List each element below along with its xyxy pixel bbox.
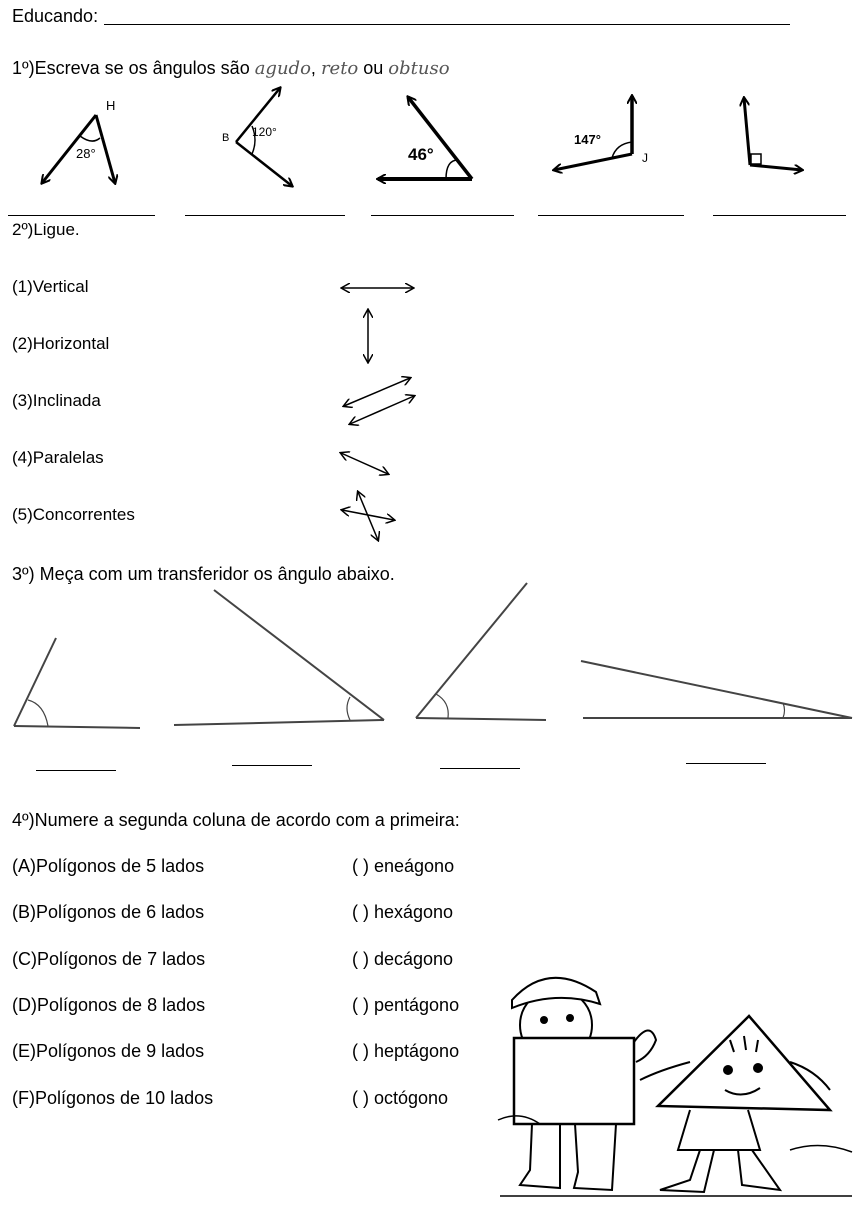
q3-answer-line-1[interactable] [36, 770, 116, 771]
measure-angle-4 [581, 661, 852, 718]
word-reto: reto [320, 58, 359, 79]
q1-answer-line-4[interactable] [538, 215, 684, 216]
q1-comma: , [310, 58, 321, 78]
angle-figure-5 [744, 98, 802, 170]
q4-right-item[interactable]: ( ) octógono [352, 1088, 449, 1108]
measure-angle-2 [174, 590, 384, 725]
word-obtuso: obtuso [388, 58, 450, 79]
q4-title: 4º)Numere a segunda coluna de acordo com a primeira: [12, 810, 460, 830]
shape-kids-illustration [498, 978, 852, 1196]
figure-3-angle: 46° [408, 145, 434, 164]
q2-item-vertical: (1)Vertical [12, 277, 89, 296]
arrow-parallel[interactable] [344, 378, 414, 424]
q1-answer-line-1[interactable] [8, 215, 155, 216]
q1-prefix: 1º)Escreva se os ângulos são [12, 58, 255, 78]
arrow-inclined[interactable] [341, 453, 388, 474]
q4-left-item: (A)Polígonos de 5 lados [12, 856, 205, 876]
q4-right-item[interactable]: ( ) eneágono [352, 856, 455, 876]
q4-left-item: (C)Polígonos de 7 lados [12, 949, 206, 969]
q4-left-item: (F)Polígonos de 10 lados [12, 1088, 214, 1108]
q3-answer-line-3[interactable] [440, 768, 520, 769]
q2-item-paralelas: (4)Paralelas [12, 448, 104, 467]
word-agudo: agudo [254, 58, 311, 79]
q2-item-concorrentes: (5)Concorrentes [12, 505, 135, 524]
figure-1-angle: 28° [76, 146, 96, 161]
figure-2-vertex: B [222, 132, 230, 144]
arrow-crossing[interactable] [342, 492, 394, 540]
q3-title: 3º) Meça com um transferidor os ângulo abaixo. [12, 564, 395, 584]
measure-angle-1 [14, 638, 140, 728]
figure-1-vertex: H [106, 98, 116, 113]
q3-answer-line-4[interactable] [686, 763, 766, 764]
q4-left-item: (B)Polígonos de 6 lados [12, 902, 205, 922]
q4-right-item[interactable]: ( ) pentágono [352, 995, 460, 1015]
q2-item-inclinada: (3)Inclinada [12, 391, 101, 410]
q4-right-item[interactable]: ( ) heptágono [352, 1041, 460, 1061]
q2-title: 2º)Ligue. [12, 220, 80, 239]
q1-answer-line-3[interactable] [371, 215, 514, 216]
student-name-label: Educando: [12, 6, 99, 26]
q1-answer-line-5[interactable] [713, 215, 846, 216]
figure-4-vertex: J [642, 151, 648, 165]
q1-ou: ou [358, 58, 389, 78]
q4-right-item[interactable]: ( ) decágono [352, 949, 454, 969]
angle-figure-3 [378, 97, 472, 179]
q2-item-horizontal: (2)Horizontal [12, 334, 110, 353]
measure-angle-3 [416, 583, 546, 720]
q3-answer-line-2[interactable] [232, 765, 312, 766]
figure-2-angle: 120° [252, 125, 277, 139]
q4-right-item[interactable]: ( ) hexágono [352, 902, 454, 922]
q4-left-item: (E)Polígonos de 9 lados [12, 1041, 205, 1061]
q4-left-item: (D)Polígonos de 8 lados [12, 995, 206, 1015]
figure-4-angle: 147° [574, 132, 601, 147]
q1-answer-line-2[interactable] [185, 215, 345, 216]
